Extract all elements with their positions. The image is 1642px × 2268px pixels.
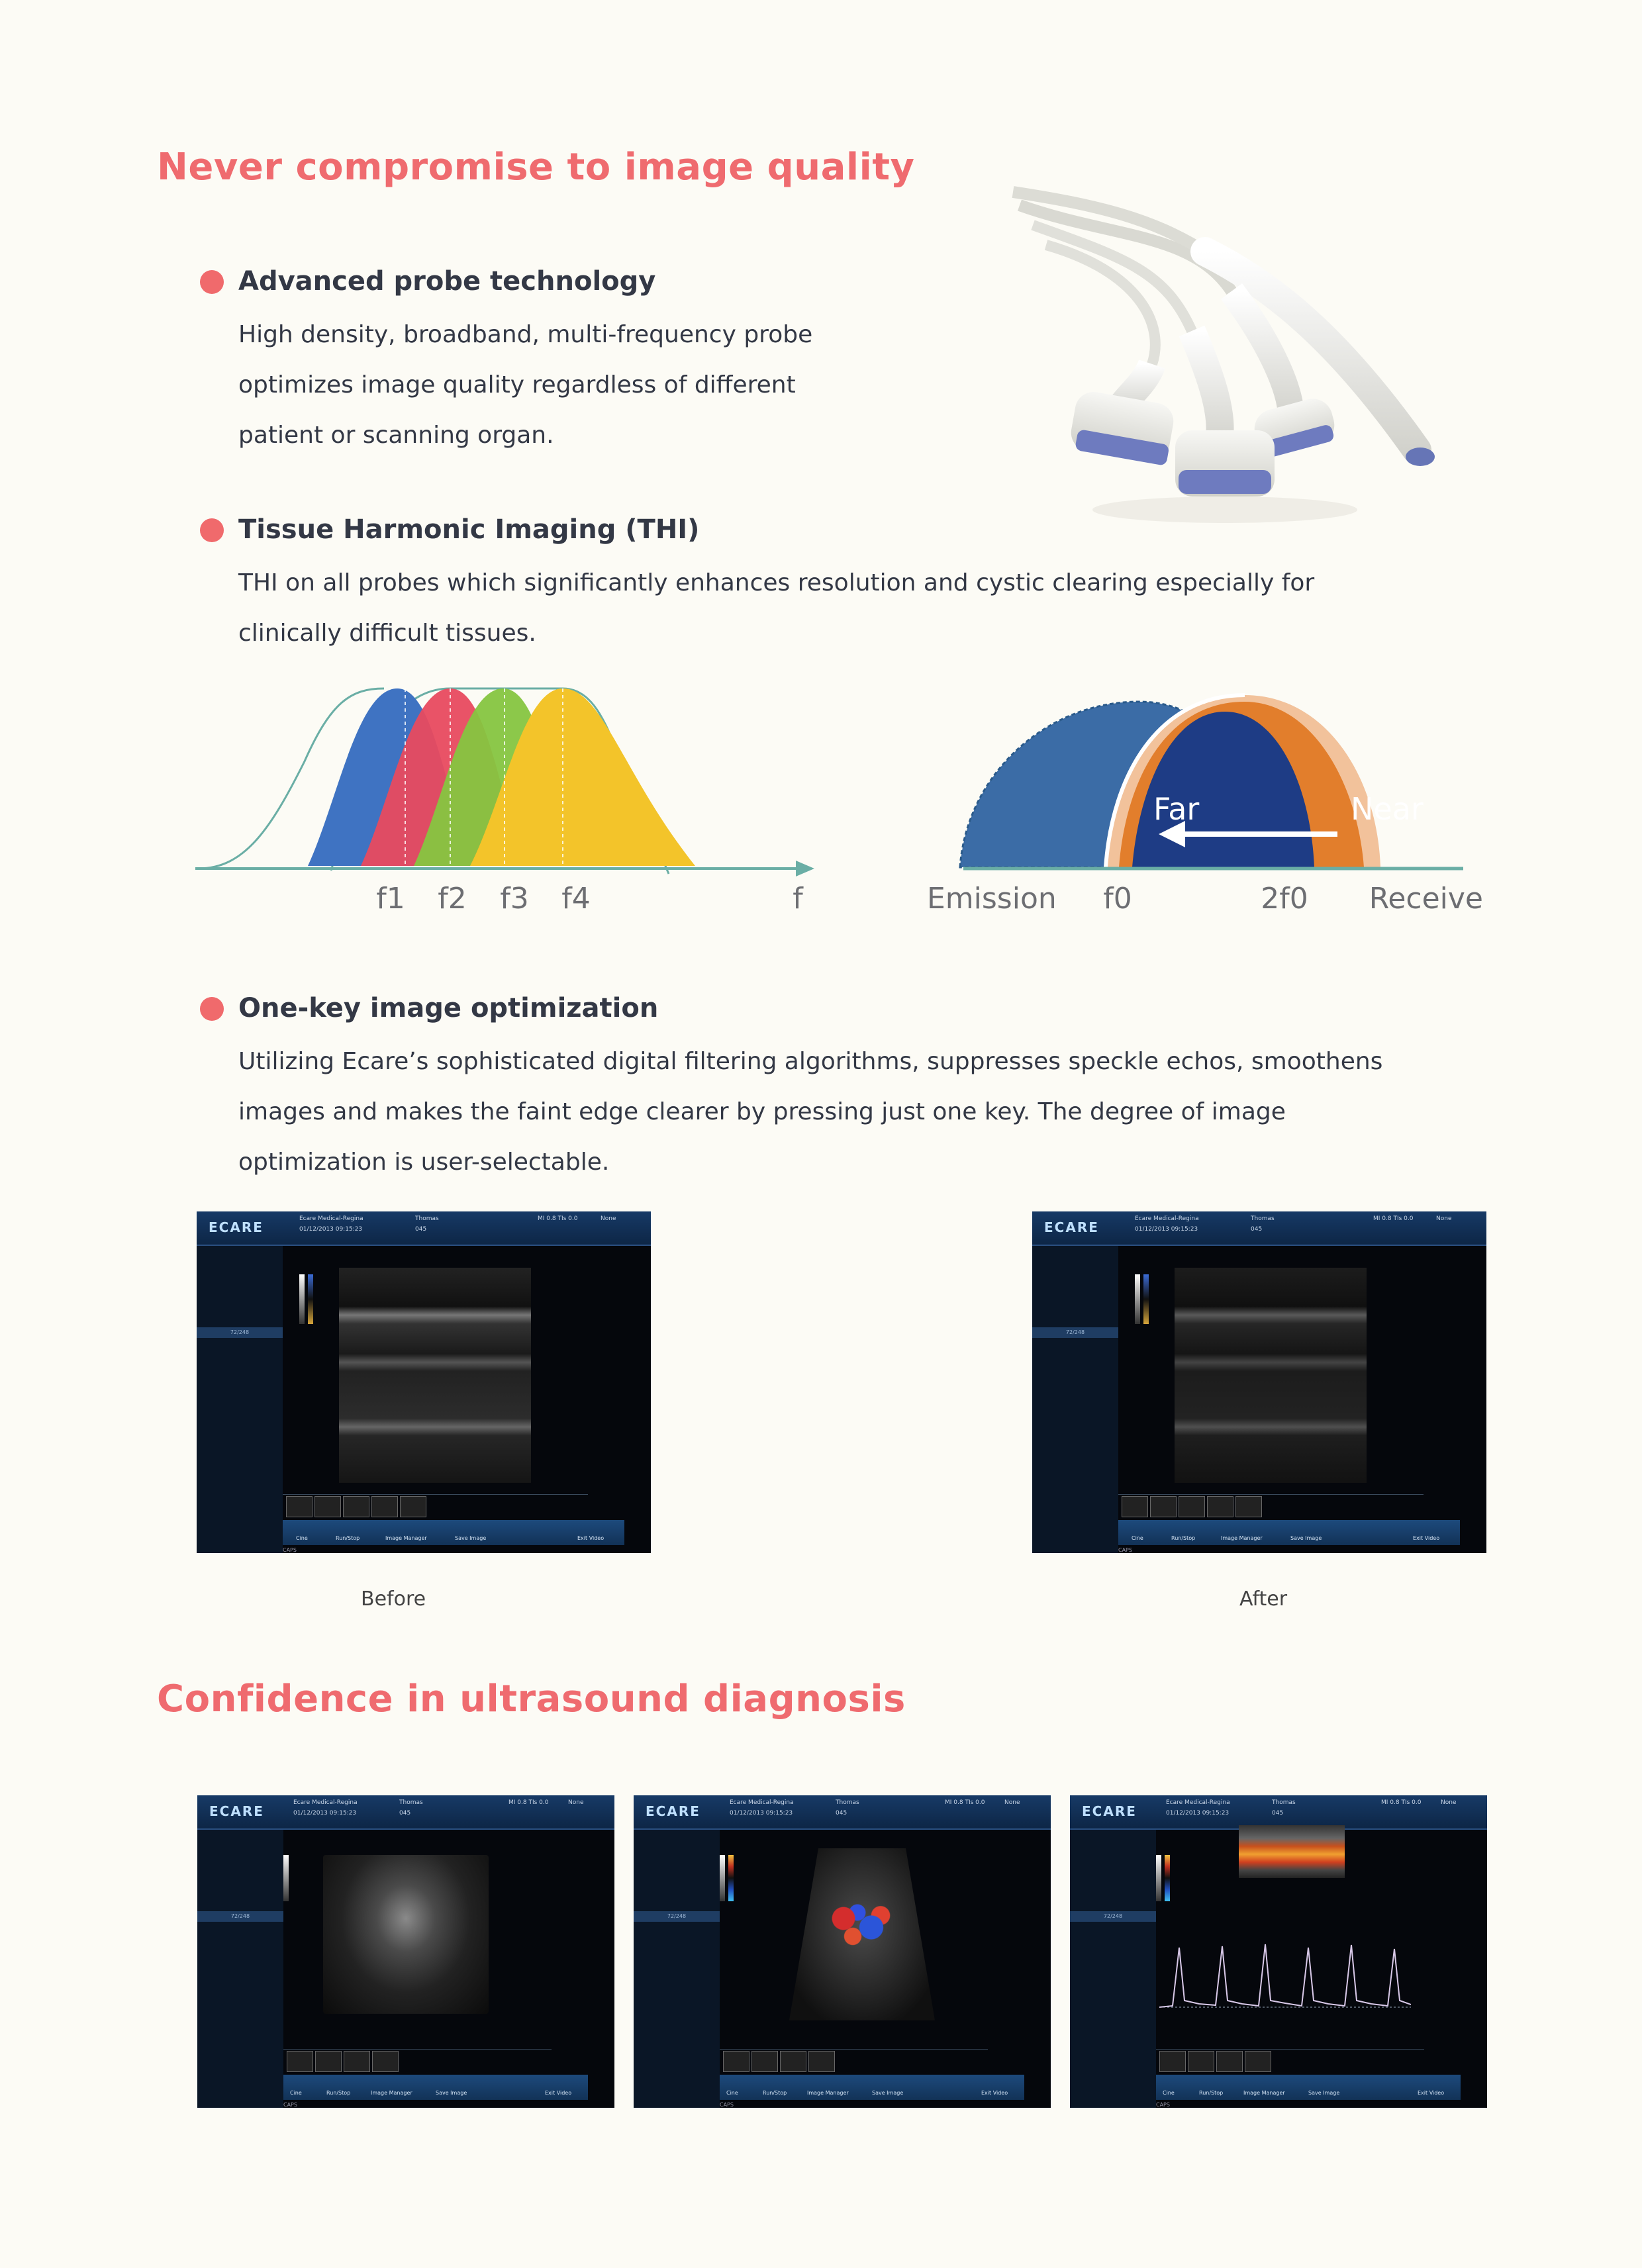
datetime: 01/12/2013 09:15:23 [1135, 1226, 1198, 1233]
mode-readout: None [1441, 1799, 1457, 1806]
hospital-name: Ecare Medical-Regina [730, 1799, 794, 1806]
mode-readout: None [1436, 1215, 1452, 1222]
color-map-bar [1143, 1274, 1149, 1324]
cine-button[interactable]: Cine [1163, 2090, 1175, 2096]
patient-id: 045 [1251, 1226, 1263, 1233]
feature-text-probe [238, 310, 812, 461]
axis-label-f3: f3 [500, 882, 529, 916]
exit-video-button[interactable]: Exit Video [981, 2090, 1008, 2096]
patient-id: 045 [415, 1226, 427, 1233]
feature-heading-probe: Advanced probe technology [238, 266, 656, 297]
patient-name: Thomas [415, 1215, 439, 1222]
color-flow-overlay [816, 1895, 908, 1954]
exit-video-button[interactable]: Exit Video [577, 1535, 604, 1541]
patient-id: 045 [1272, 1810, 1284, 1817]
caps-indicator: CAPS [1156, 2102, 1170, 2108]
resolution-label: 72/248 [1032, 1327, 1118, 1338]
run-stop-button[interactable]: Run/Stop [336, 1535, 360, 1541]
thumbnail[interactable] [808, 2051, 835, 2072]
screen-header [197, 1211, 651, 1246]
caps-indicator: CAPS [1118, 1547, 1132, 1553]
axis-label-f1: f1 [376, 882, 405, 916]
thumbnail-strip [283, 2049, 552, 2072]
caps-indicator: CAPS [283, 2102, 297, 2108]
save-image-button[interactable]: Save Image [1308, 2090, 1340, 2096]
axis-label-f: f [793, 882, 803, 916]
text-line: Utilizing Ecare’s sophisticated digital filtering algorithms, suppresses speckle echos, smoothens [238, 1048, 1383, 1075]
thumbnail[interactable] [286, 1496, 313, 1517]
hospital-name: Ecare Medical-Regina [293, 1799, 358, 1806]
scan-image [1175, 1268, 1367, 1483]
resolution-label: 72/248 [1070, 1911, 1156, 1922]
text-line: optimizes image quality regardless of different [238, 371, 796, 399]
cine-button[interactable]: Cine [726, 2090, 738, 2096]
ecare-logo: ECARE [1044, 1219, 1099, 1235]
image-manager-button[interactable]: Image Manager [371, 2090, 412, 2096]
resolution-label: 72/248 [634, 1911, 720, 1922]
run-stop-button[interactable]: Run/Stop [1171, 1535, 1196, 1541]
text-line: THI on all probes which significantly enhances resolution and cystic clearing especially for [238, 569, 1315, 596]
mi-readout: MI 0.8 TIs 0.0 [945, 1799, 985, 1806]
feature-heading-optimization: One-key image optimization [238, 993, 659, 1023]
color-map-bar [1165, 1855, 1170, 1901]
patient-id: 045 [836, 1810, 847, 1817]
thumbnail[interactable] [1159, 2051, 1186, 2072]
mi-readout: MI 0.8 TIs 0.0 [538, 1215, 578, 1222]
screen-sidebar [1032, 1246, 1118, 1553]
hospital-name: Ecare Medical-Regina [1135, 1215, 1199, 1222]
caps-indicator: CAPS [720, 2102, 734, 2108]
axis-label-2f0: 2f0 [1261, 882, 1308, 916]
cine-button[interactable]: Cine [1132, 1535, 1143, 1541]
datetime: 01/12/2013 09:15:23 [730, 1810, 793, 1817]
feature-text-optimization [238, 1037, 1382, 1188]
resolution-label: 72/248 [197, 1911, 283, 1922]
scan-image [1239, 1825, 1345, 1878]
thumbnail[interactable] [723, 2051, 749, 2072]
thumbnail-strip [283, 1494, 588, 1517]
label-near: Near [1351, 791, 1424, 827]
screen-sidebar [197, 1246, 283, 1553]
bullet-dot [200, 997, 224, 1021]
ecare-logo: ECARE [646, 1803, 700, 1819]
ecare-logo: ECARE [209, 1803, 264, 1819]
thumbnail[interactable] [1179, 1496, 1205, 1517]
save-image-button[interactable]: Save Image [436, 2090, 467, 2096]
thumbnail[interactable] [400, 1496, 426, 1517]
gray-map-bar [1135, 1274, 1140, 1324]
mode-readout: None [601, 1215, 616, 1222]
mode-readout: None [568, 1799, 584, 1806]
caption-after: After [1239, 1587, 1288, 1611]
image-manager-button[interactable]: Image Manager [1221, 1535, 1263, 1541]
image-manager-button[interactable]: Image Manager [385, 1535, 427, 1541]
screen-header [197, 1795, 614, 1830]
text-line: images and makes the faint edge clearer by pressing just one key. The degree of image [238, 1098, 1286, 1125]
mode-readout: None [1004, 1799, 1020, 1806]
exit-video-button[interactable]: Exit Video [1413, 1535, 1440, 1541]
thumbnail[interactable] [372, 2051, 399, 2072]
screen-toolbar [1156, 2075, 1461, 2100]
datetime: 01/12/2013 09:15:23 [1166, 1810, 1230, 1817]
label-far: Far [1153, 791, 1200, 827]
gray-map-bar [299, 1274, 305, 1324]
thumbnail[interactable] [1207, 1496, 1233, 1517]
thumbnail[interactable] [1188, 2051, 1214, 2072]
thumbnail[interactable] [751, 2051, 778, 2072]
text-line: patient or scanning organ. [238, 422, 554, 449]
exit-video-button[interactable]: Exit Video [1418, 2090, 1445, 2096]
frequency-band-diagram [192, 675, 828, 927]
axis-label-f0: f0 [1103, 882, 1132, 916]
save-image-button[interactable]: Save Image [1290, 1535, 1322, 1541]
feature-heading-thi: Tissue Harmonic Imaging (THI) [238, 514, 700, 545]
caption-before: Before [361, 1587, 426, 1611]
thumbnail-strip [720, 2049, 988, 2072]
run-stop-button[interactable]: Run/Stop [763, 2090, 787, 2096]
ecare-logo: ECARE [1082, 1803, 1137, 1819]
thumbnail[interactable] [1245, 2051, 1271, 2072]
mi-readout: MI 0.8 TIs 0.0 [1381, 1799, 1422, 1806]
color-map-bar [728, 1855, 734, 1901]
text-line: optimization is user-selectable. [238, 1149, 610, 1176]
ultrasound-screen-bmode [197, 1795, 614, 2108]
text-line: clinically difficult tissues. [238, 620, 536, 647]
datetime: 01/12/2013 09:15:23 [299, 1226, 363, 1233]
gray-map-bar [283, 1855, 289, 1901]
thumbnail[interactable] [1122, 1496, 1148, 1517]
thumbnail[interactable] [343, 1496, 369, 1517]
gray-map-bar [1156, 1855, 1161, 1901]
gray-map-bar [720, 1855, 725, 1901]
screen-toolbar [283, 1520, 624, 1545]
hospital-name: Ecare Medical-Regina [1166, 1799, 1230, 1806]
thumbnail[interactable] [344, 2051, 370, 2072]
screen-toolbar [720, 2075, 1024, 2100]
thumbnail-strip [1156, 2049, 1424, 2072]
patient-name: Thomas [1251, 1215, 1275, 1222]
screen-toolbar [1118, 1520, 1460, 1545]
axis-label-f4: f4 [561, 882, 591, 916]
thumbnail[interactable] [287, 2051, 313, 2072]
screen-header [634, 1795, 1051, 1830]
section-title-image-quality: Never compromise to image quality [157, 146, 915, 189]
ecare-logo: ECARE [209, 1219, 264, 1235]
thumbnail[interactable] [1150, 1496, 1177, 1517]
caps-indicator: CAPS [283, 1547, 297, 1553]
ultrasound-screen-after [1032, 1211, 1486, 1553]
harmonic-imaging-diagram [914, 675, 1496, 927]
screen-toolbar [283, 2075, 588, 2100]
patient-name: Thomas [399, 1799, 423, 1806]
screen-sidebar [1070, 1830, 1156, 2108]
mi-readout: MI 0.8 TIs 0.0 [508, 1799, 549, 1806]
image-manager-button[interactable]: Image Manager [807, 2090, 849, 2096]
axis-label-emission: Emission [927, 882, 1057, 916]
exit-video-button[interactable]: Exit Video [545, 2090, 572, 2096]
save-image-button[interactable]: Save Image [455, 1535, 487, 1541]
cine-button[interactable]: Cine [296, 1535, 308, 1541]
thumbnail[interactable] [780, 2051, 806, 2072]
feature-text-thi [238, 558, 1314, 659]
ultrasound-screen-pw-doppler [1070, 1795, 1487, 2108]
patient-name: Thomas [836, 1799, 859, 1806]
ultrasound-screen-color-doppler [634, 1795, 1051, 2108]
datetime: 01/12/2013 09:15:23 [293, 1810, 357, 1817]
text-line: High density, broadband, multi-frequency probe [238, 321, 813, 348]
thumbnail[interactable] [1216, 2051, 1243, 2072]
run-stop-button[interactable]: Run/Stop [1199, 2090, 1224, 2096]
thumbnail-strip [1118, 1494, 1424, 1517]
thumbnail[interactable] [315, 2051, 342, 2072]
screen-sidebar [197, 1830, 283, 2108]
thumbnail[interactable] [371, 1496, 398, 1517]
bullet-dot [200, 518, 224, 542]
section-title-diagnosis: Confidence in ultrasound diagnosis [157, 1677, 906, 1721]
save-image-button[interactable]: Save Image [872, 2090, 904, 2096]
axis-label-receive: Receive [1369, 882, 1483, 916]
scan-image [323, 1855, 489, 2014]
run-stop-button[interactable]: Run/Stop [326, 2090, 351, 2096]
ultrasound-screen-before [197, 1211, 651, 1553]
screen-sidebar [634, 1830, 720, 2108]
hospital-name: Ecare Medical-Regina [299, 1215, 363, 1222]
axis-label-f2: f2 [438, 882, 467, 916]
scan-image [339, 1268, 531, 1483]
patient-id: 045 [399, 1810, 411, 1817]
patient-name: Thomas [1272, 1799, 1296, 1806]
resolution-label: 72/248 [197, 1327, 283, 1338]
bullet-dot [200, 270, 224, 294]
thumbnail[interactable] [314, 1496, 341, 1517]
cine-button[interactable]: Cine [290, 2090, 302, 2096]
probe-illustration [993, 179, 1457, 536]
mi-readout: MI 0.8 TIs 0.0 [1373, 1215, 1414, 1222]
image-manager-button[interactable]: Image Manager [1243, 2090, 1285, 2096]
screen-header [1032, 1211, 1486, 1246]
color-map-bar [308, 1274, 313, 1324]
doppler-waveform [1159, 1928, 1411, 2027]
thumbnail[interactable] [1235, 1496, 1262, 1517]
